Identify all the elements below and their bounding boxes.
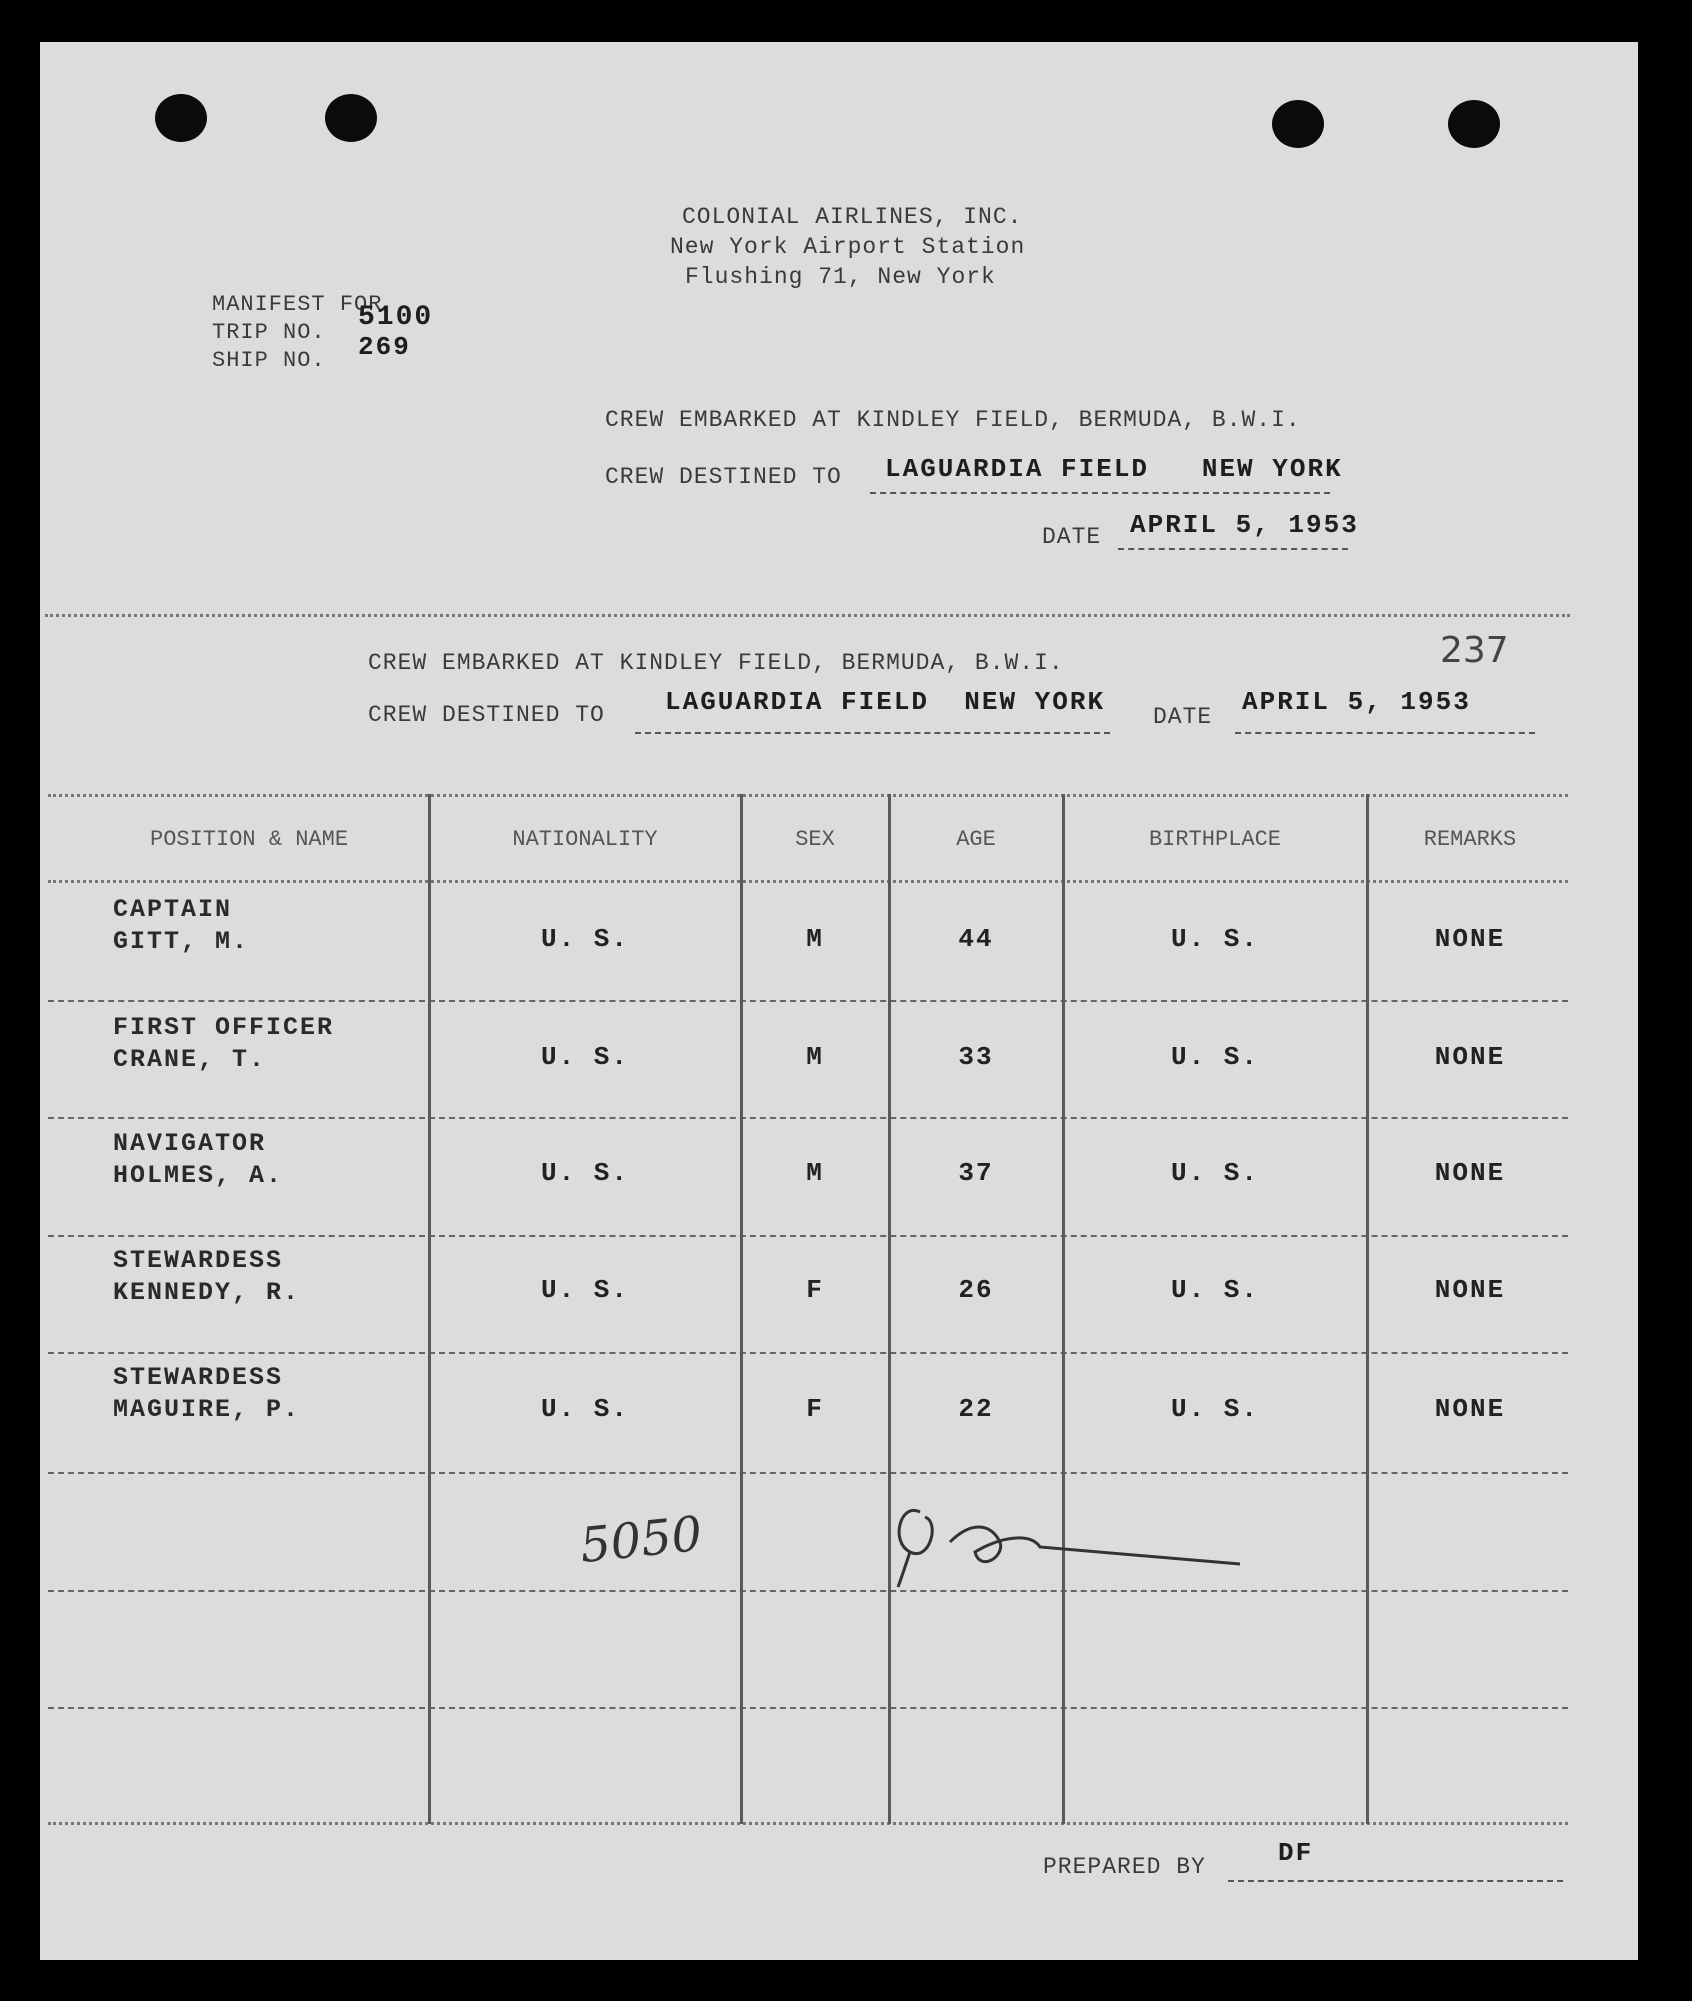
destination-underline-top [870, 492, 1330, 494]
crew-age: 44 [958, 924, 994, 954]
manifest-label: MANIFEST FOR [212, 292, 383, 317]
crew-age: 22 [958, 1394, 994, 1424]
destination-underline-second [635, 732, 1110, 734]
ship-number: 269 [358, 332, 411, 362]
prepared-by-initials: DF [1278, 1838, 1314, 1868]
date-second: APRIL 5, 1953 [1242, 687, 1471, 717]
column-header-position: POSITION & NAME [150, 827, 349, 852]
date-label-top: DATE [1042, 524, 1102, 550]
column-header-sex: SEX [795, 827, 835, 852]
table-row-rule [48, 1472, 1568, 1474]
crew-birthplace: U. S. [1170, 1275, 1259, 1305]
handwritten-note: 5050 [577, 1505, 705, 1575]
prepared-by-underline [1228, 1880, 1563, 1882]
table-top-rule [48, 794, 1568, 797]
table-row-rule [48, 1117, 1568, 1119]
table-row-rule [48, 1000, 1568, 1002]
column-header-remarks: REMARKS [1423, 827, 1517, 852]
crew-embarked-second: CREW EMBARKED AT KINDLEY FIELD, BERMUDA, B.W.I. [368, 650, 1064, 676]
crew-name: GITT, M. [113, 927, 250, 956]
ship-label: SHIP NO. [212, 348, 326, 373]
date-label-second: DATE [1153, 704, 1213, 730]
crew-birthplace: U. S. [1170, 1394, 1259, 1424]
punch-hole [155, 94, 207, 142]
crew-position: FIRST OFFICER [113, 1013, 335, 1042]
crew-remarks: NONE [1434, 1275, 1506, 1305]
punch-hole [1272, 100, 1324, 148]
column-header-birthplace: BIRTHPLACE [1148, 827, 1282, 852]
destination-second: LAGUARDIA FIELD NEW YORK [665, 687, 1106, 717]
crew-age: 26 [958, 1275, 994, 1305]
separator-rule [45, 614, 1570, 617]
crew-name: CRANE, T. [113, 1045, 267, 1074]
crew-remarks: NONE [1434, 1042, 1506, 1072]
crew-name: MAGUIRE, P. [113, 1395, 301, 1424]
date-underline-top [1118, 548, 1348, 550]
crew-birthplace: U. S. [1170, 924, 1259, 954]
trip-number: 5100 [358, 302, 434, 333]
crew-nationality: U. S. [540, 1394, 629, 1424]
date-underline-second [1235, 732, 1535, 734]
station-name: New York Airport Station [670, 234, 1026, 260]
crew-sex: M [806, 1042, 824, 1072]
crew-age: 33 [958, 1042, 994, 1072]
crew-sex: M [806, 1158, 824, 1188]
prepared-by-label: PREPARED BY [1043, 1854, 1206, 1880]
column-header-nationality: NATIONALITY [512, 827, 658, 852]
handwritten-signature [880, 1482, 1260, 1592]
trip-label: TRIP NO. [212, 320, 326, 345]
crew-nationality: U. S. [540, 1158, 629, 1188]
crew-embarked-top: CREW EMBARKED AT KINDLEY FIELD, BERMUDA, B.W.I. [605, 407, 1301, 433]
punch-hole [325, 94, 377, 142]
crew-sex: F [806, 1394, 824, 1424]
crew-position: STEWARDESS [113, 1363, 284, 1392]
column-divider [428, 794, 431, 1824]
crew-sex: M [806, 924, 824, 954]
crew-name: HOLMES, A. [113, 1161, 284, 1190]
table-row-rule [48, 1235, 1568, 1237]
column-divider [1366, 794, 1369, 1824]
crew-remarks: NONE [1434, 1158, 1506, 1188]
date-top: APRIL 5, 1953 [1130, 510, 1359, 540]
column-header-age: AGE [956, 827, 996, 852]
punch-hole [1448, 100, 1500, 148]
crew-birthplace: U. S. [1170, 1042, 1259, 1072]
crew-nationality: U. S. [540, 1275, 629, 1305]
crew-remarks: NONE [1434, 1394, 1506, 1424]
column-divider [888, 794, 891, 1824]
crew-age: 37 [958, 1158, 994, 1188]
crew-position: CAPTAIN [113, 895, 233, 924]
crew-sex: F [806, 1275, 824, 1305]
company-name: COLONIAL AIRLINES, INC. [682, 204, 1023, 230]
column-divider [740, 794, 743, 1824]
destination-top: LAGUARDIA FIELD NEW YORK [885, 454, 1343, 484]
crew-position: NAVIGATOR [113, 1129, 267, 1158]
station-address: Flushing 71, New York [685, 264, 996, 290]
crew-name: KENNEDY, R. [113, 1278, 301, 1307]
column-divider [1062, 794, 1065, 1824]
table-header-rule [48, 880, 1568, 883]
crew-remarks: NONE [1434, 924, 1506, 954]
crew-birthplace: U. S. [1170, 1158, 1259, 1188]
manifest-page [40, 42, 1638, 1960]
destined-label-second: CREW DESTINED TO [368, 702, 605, 728]
table-row-rule [48, 1707, 1568, 1709]
crew-nationality: U. S. [540, 924, 629, 954]
table-row-rule [48, 1352, 1568, 1354]
table-row-rule [48, 1590, 1568, 1592]
destined-label-top: CREW DESTINED TO [605, 464, 842, 490]
page-number: 237 [1440, 630, 1509, 671]
crew-position: STEWARDESS [113, 1246, 284, 1275]
crew-nationality: U. S. [540, 1042, 629, 1072]
table-bottom-rule [48, 1822, 1568, 1825]
